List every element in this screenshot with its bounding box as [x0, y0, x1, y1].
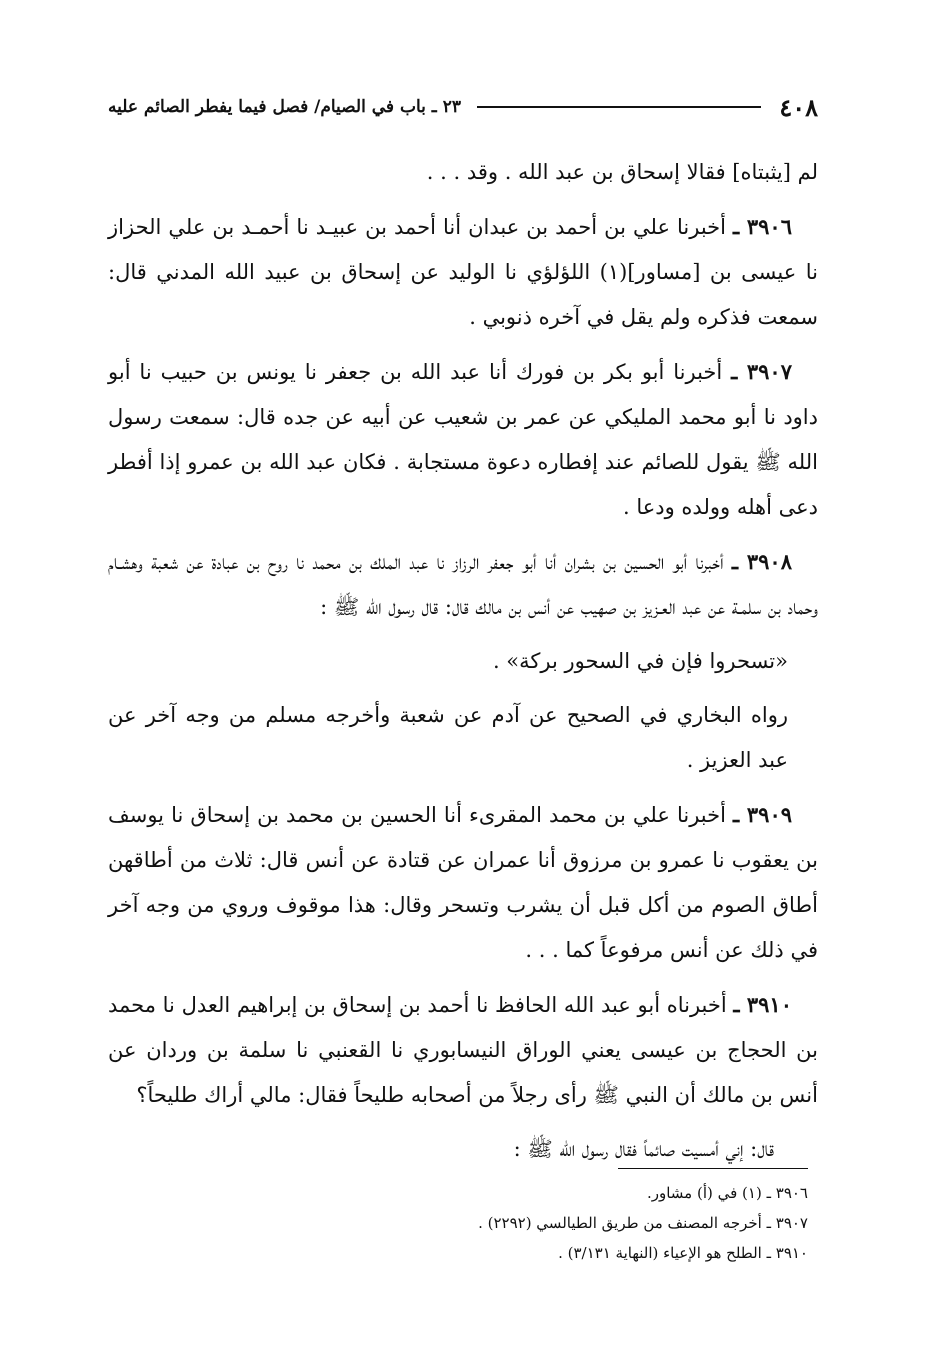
text-paragraph: [108, 150, 818, 195]
footnote-3910: ٣٩١٠ ـ الطلح هو الإعياء (النهاية ٣/١٣١) .: [558, 1244, 808, 1262]
hadith-number: ٣٩٠٦ ـ: [733, 214, 792, 239]
hadith-3909: [108, 792, 818, 973]
footnote-rule: [618, 1168, 808, 1169]
narration-note: [108, 693, 818, 783]
header-rule: [477, 106, 761, 108]
hadith-number: ٣٩٠٨ ـ: [731, 549, 792, 574]
hadith-text: أخبرنا علي بن محمد المقرىء أنا الحسين بن محمد بن إسحاق نا يوسف بن يعقوب نا عمرو بن مرزوق أنا عمران عن قتادة عن أنس قال: ثلاث من أطاقهن أطاق الصوم من أكل قبل أن يشرب وتسحر وقال: هذا موقوف وروي من وجه آخر في ذلك عن أنس مرفوعاً كما . . .: [108, 803, 818, 962]
hadith-text: أخبرناه أبو عبد الله الحافظ نا أحمد بن إسحاق بن إبراهيم العدل نا محمد بن الحجاج بن عيسى يعني الوراق النيسابوري نا القعنبي نا سلمة بن وردان عن أنس بن مالك أن النبي ﷺ رأى رجلاً من أصحابه طليحاً فقال: مالي أراك طليحاً؟: [108, 993, 818, 1107]
hadith-3910: [108, 982, 818, 1118]
quoted-hadith: [108, 639, 818, 684]
hadith-text: أخبرنا علي بن أحمد بن عبدان أنا أحمد بن عبيـد نا أحمـد بن علي الحزاز نا عيسى بن [مساور](١) اللؤلؤي نا الوليد عن إسحاق بن عبيد الله المدني قال: سمعت فذكره ولم يقل في آخره ذنوبي .: [108, 215, 818, 329]
hadith-number: ٣٩١٠ ـ: [733, 992, 792, 1017]
note-text: رواه البخاري في الصحيح عن آدم عن شعبة وأخرجه مسلم من وجه آخر عن عبد العزيز .: [108, 703, 788, 772]
hadith-3906: [108, 204, 818, 340]
hadith-number: ٣٩٠٩ ـ: [733, 802, 793, 827]
running-title: ٢٣ ـ باب في الصيام/ فصل فيما يفطر الصائم عليه: [108, 97, 461, 117]
main-text: [108, 150, 818, 1181]
quote-text: «تسحروا فإن في السحور بركة» .: [492, 649, 788, 673]
hadith-3907: [108, 349, 818, 530]
hadith-number: ٣٩٠٧ ـ: [731, 359, 792, 384]
page-number: ٤٠٨: [779, 92, 818, 122]
footnote-3907: ٣٩٠٧ ـ أخرجه المصنف من طريق الطيالسي (٢٢٩٢) .: [478, 1214, 808, 1232]
hadith-text: أخبرنا أبو بكر بن فورك أنا عبد الله بن جعفر نا يونس بن حبيب نا أبو داود نا أبو محمد المليكي عن عمر بن شعيب عن أبيه عن جده قال: سمعت رسول الله ﷺ يقول للصائم عند إفطاره دعوة مستجابة . فكان عبد الله بن عمرو إذا أفطر دعى أهله وولده ودعا .: [108, 360, 818, 519]
dialogue-text: قال: إني أمسيت صائماً فقال رسول الله ﷺ :: [513, 1137, 774, 1161]
footnote-3906: ٣٩٠٦ ـ (١) في (أ) مشاور.: [646, 1184, 808, 1202]
running-header: [108, 92, 818, 122]
paragraph-text: لم [يثبتاه] فقالا إسحاق بن عبد الله . وقد . . .: [426, 160, 818, 184]
hadith-3908: [108, 539, 818, 630]
dialogue-line: [108, 1127, 818, 1172]
hadith-text: أخبرنا أبو الحسين بن بشران أنا أبو جعفر الرزاز نا عبد الملك بن محمد نا روح بن عبادة عن شعبة وهشـام وحماد بن سلمـة عن عبد العـزيز بن صهيب عن أنس بن مالك قال: قال رسول الله ﷺ :: [108, 550, 818, 619]
footnotes: [248, 1178, 808, 1268]
